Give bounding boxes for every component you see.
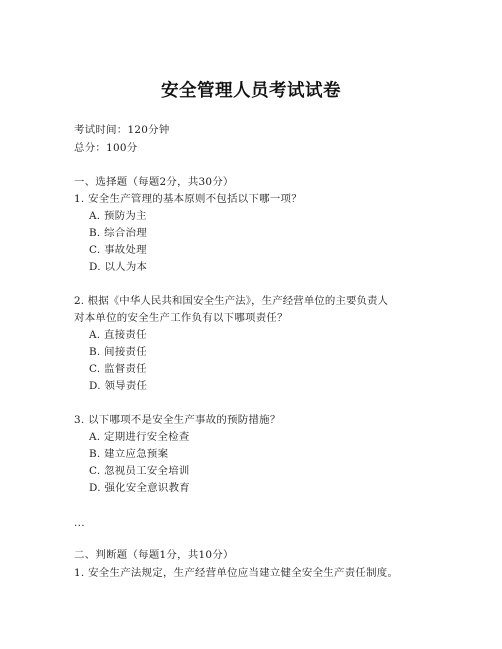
exam-time: 考试时间：120分钟 (74, 124, 170, 136)
question-1-stem: 1. 安全生产管理的基本原则不包括以下哪一项？ (74, 193, 302, 205)
question-3-option-d: D. 强化安全意识教育 (89, 482, 190, 494)
question-2-option-b: B. 间接责任 (89, 346, 147, 358)
question-1-option-d: D. 以人为本 (89, 261, 148, 273)
question-1-option-a: A. 预防为主 (89, 210, 147, 222)
question-3-stem: 3. 以下哪项不是安全生产事故的预防措施？ (74, 414, 281, 426)
question-2-stem-line-2: 对本单位的安全生产工作负有以下哪项责任？ (74, 312, 288, 324)
question-3-option-b: B. 建立应急预案 (89, 448, 169, 460)
ellipsis: ... (74, 517, 85, 529)
question-3-option-a: A. 定期进行安全检查 (89, 431, 190, 443)
exam-title: 安全管理人员考试试卷 (161, 81, 341, 101)
section2-heading: 二、判断题（每题1分，共10分） (74, 549, 234, 561)
question-2-stem-line-1: 2. 根据《中华人民共和国安全生产法》，生产经营单位的主要负责人 (74, 295, 389, 307)
exam-total-score: 总分：100分 (74, 142, 138, 154)
question-2-option-a: A. 直接责任 (89, 329, 147, 341)
section1-heading: 一、选择题（每题2分，共30分） (74, 176, 234, 188)
judgment-question-1-stem: 1. 安全生产法规定，生产经营单位应当建立健全安全生产责任制度。 (74, 567, 399, 579)
question-1-option-b: B. 综合治理 (89, 227, 147, 239)
question-2-option-d: D. 领导责任 (89, 380, 148, 392)
question-3-option-c: C. 忽视员工安全培训 (89, 465, 190, 477)
question-1-option-c: C. 事故处理 (89, 244, 147, 256)
question-2-option-c: C. 监督责任 (89, 363, 147, 375)
